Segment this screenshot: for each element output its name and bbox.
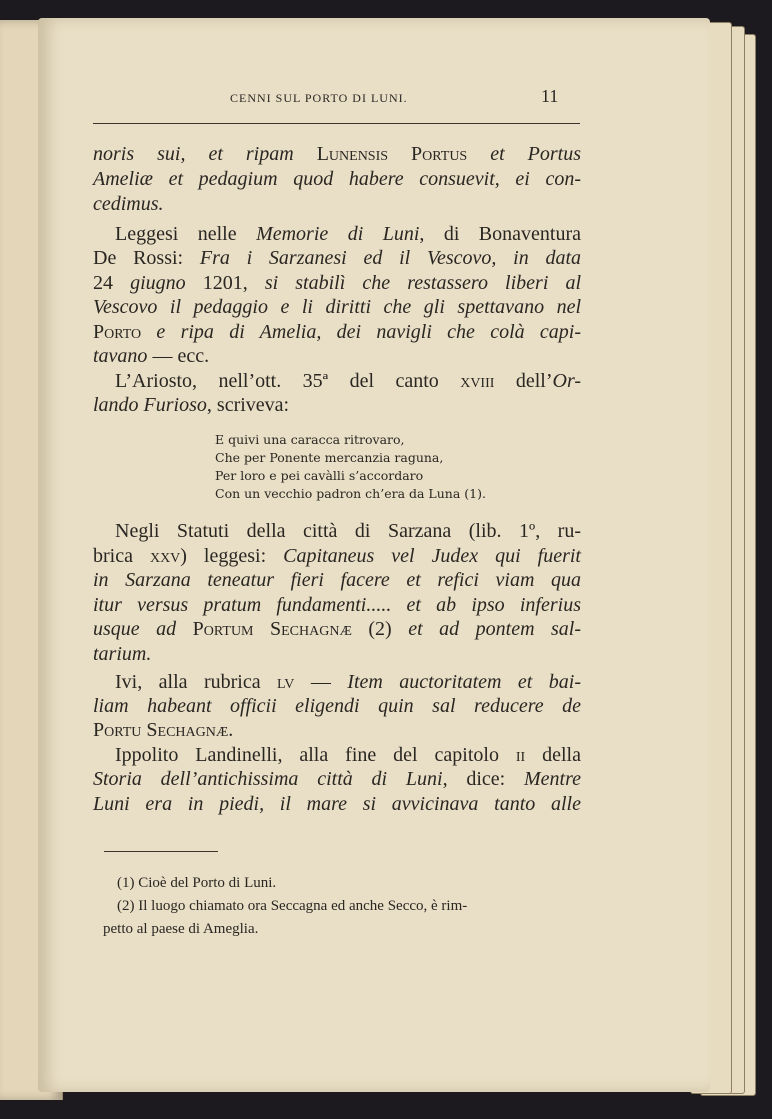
text-line <box>115 519 581 543</box>
page-number: 11 <box>541 86 559 106</box>
text-line <box>115 369 581 393</box>
text-segment: si stabilì che restassero liberi al <box>264 272 582 294</box>
text-segment: Mentre <box>523 768 581 790</box>
text-line <box>93 568 581 592</box>
text-segment: Ameliæ et pedagium quod habere consuevit, ei con- <box>93 168 581 190</box>
verse-line: Con un vecchio padron ch’era da Luna (1). <box>215 486 486 501</box>
text-segment: brica <box>93 545 150 567</box>
text-segment: liam habeant officii eligendi quin sal reducere de <box>93 695 581 717</box>
text-line <box>93 320 581 344</box>
text-segment: cedimus. <box>93 193 164 215</box>
text-segment: Ippolito Landinelli, alla fine del capitolo <box>115 744 516 766</box>
header-rule <box>93 123 580 124</box>
text-line <box>93 642 581 666</box>
text-segment: 24 <box>93 272 131 294</box>
text-segment: — ecc. <box>147 345 210 367</box>
text-segment: Vescovo il pedaggio e li diritti che gli spettavano nel <box>93 296 581 318</box>
text-line <box>115 743 581 767</box>
text-line <box>115 670 581 694</box>
text-segment: Lunensis Portus <box>316 143 468 165</box>
text-line <box>93 246 581 270</box>
text-segment: Memorie di Luni <box>256 223 420 245</box>
text-segment: dell’ <box>494 370 553 392</box>
text-segment: Portum Sechagnæ <box>192 618 352 640</box>
text-segment: tavano <box>93 345 148 367</box>
text-segment: Storia dell’antichissima città di Luni <box>93 768 443 790</box>
text-line <box>93 593 581 617</box>
footnote-1: (1) Cioè del Porto di Luni. <box>117 875 277 891</box>
text-line <box>93 167 581 191</box>
text-segment: Ivi, alla rubrica <box>115 671 278 693</box>
text-segment: itur versus pratum fundamenti..... et ab ipso inferius <box>93 594 581 616</box>
text-segment: lando Furioso <box>93 394 207 416</box>
text-segment: xxv <box>149 545 181 567</box>
text-line <box>93 192 581 216</box>
verse-line: E quivi una caracca ritrovaro, <box>215 432 405 447</box>
text-line <box>93 393 581 417</box>
text-segment: usque ad <box>93 618 193 640</box>
text-segment: della <box>525 744 581 766</box>
text-segment: Leggesi nelle <box>115 223 257 245</box>
text-segment: giugno <box>130 272 203 294</box>
text-segment: De Rossi: <box>93 247 200 269</box>
text-segment: ii <box>515 744 526 766</box>
text-segment: (2) <box>351 618 409 640</box>
running-title: CENNI SUL PORTO DI LUNI. <box>230 91 408 105</box>
text-segment: 1201, <box>202 272 265 294</box>
text-segment: , di Bonaventura <box>419 223 581 245</box>
text-line <box>93 617 581 641</box>
text-segment: tarium. <box>93 643 152 665</box>
footnote-rule <box>104 851 218 852</box>
text-segment: Or- <box>552 370 581 392</box>
text-segment: Luni era in piedi, il mare si avvicinava tanto alle <box>93 793 581 815</box>
text-line <box>115 222 581 246</box>
text-line <box>93 142 581 166</box>
text-segment: , scriveva: <box>206 394 290 416</box>
text-segment: Fra i Sarzanesi ed il Vescovo, in data <box>199 247 582 269</box>
footnote-2: (2) Il luogo chiamato ora Seccagna ed anche Secco, è rim- <box>117 898 468 914</box>
text-segment: et ad pontem sal- <box>408 618 582 640</box>
text-segment: — <box>294 671 348 693</box>
text-segment: ) leggesi: <box>180 545 284 567</box>
text-line <box>93 544 581 568</box>
text-line <box>93 767 581 791</box>
footnote-2-cont: petto al paese di Ameglia. <box>103 921 259 937</box>
text-segment: et Portus <box>467 143 581 165</box>
text-segment: L’Ariosto, nell’ott. 35ª del canto <box>115 370 461 392</box>
text-line <box>93 718 581 742</box>
verse-line: Per loro e pei cavàlli s’accordaro <box>215 468 424 483</box>
text-line <box>93 344 581 368</box>
text-segment: , dice: <box>442 768 524 790</box>
text-segment: lv <box>277 671 295 693</box>
text-segment: Porto <box>93 321 142 343</box>
text-line <box>93 295 581 319</box>
text-segment: Capitaneus vel Judex qui fuerit <box>283 545 581 567</box>
text-segment: in Sarzana teneatur fieri facere et refici viam qua <box>93 569 581 591</box>
text-segment: Item auctoritatem et bai- <box>347 671 581 693</box>
text-segment: e ripa di Amelia, dei navigli che colà capi- <box>141 321 581 343</box>
text-line <box>93 271 581 295</box>
verse-line: Che per Ponente mercanzia raguna, <box>215 450 444 465</box>
text-line <box>93 792 581 816</box>
text-line <box>93 694 581 718</box>
text-segment: noris sui, et ripam <box>93 143 317 165</box>
text-segment: Negli Statuti della città di Sarzana (lib. 1º, ru- <box>115 520 581 542</box>
text-segment: xviii <box>460 370 495 392</box>
text-segment: Portu Sechagnæ. <box>93 719 234 741</box>
